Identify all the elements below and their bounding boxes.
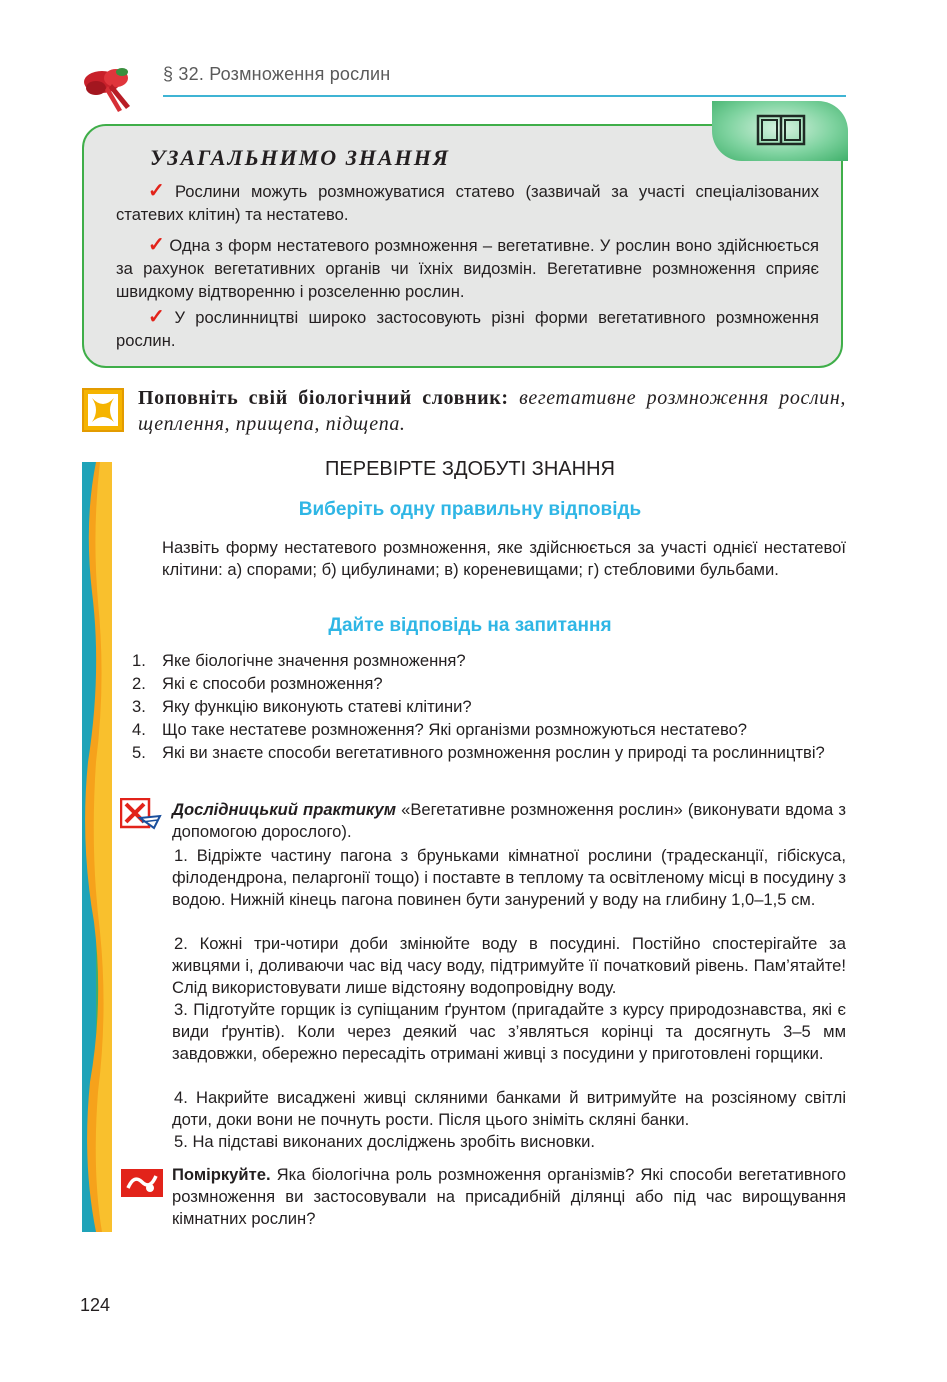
- summary-item: [116, 234, 819, 303]
- practicum-step: 3. Підготуйте горщик із супіщаним ґрунтом (пригадайте з курсу природознавства, які є види ґрунтів). Коли через деякий час з’являться корінці та досягнуть 3–5 мм завдовжки, обережно пересадіть отримані живці з посудини у приготовлені горщики.: [172, 1000, 846, 1063]
- section-title: § 32. Розмноження рослин: [163, 64, 391, 84]
- flower-logo-icon: [78, 60, 140, 116]
- check-title: ПЕРЕВІРТЕ ЗДОБУТІ ЗНАННЯ: [325, 458, 615, 480]
- question-text: Яку функцію виконують статеві клітини?: [162, 697, 472, 716]
- question-number: 3.: [132, 697, 146, 716]
- header-rule: [163, 95, 846, 97]
- question-text: Яке біологічне значення розмноження?: [162, 651, 466, 670]
- multiple-choice-question: Назвіть форму нестатевого розмноження, яке здійснюється за участі однієї нестатевої клітини: а) спорами; б) цибулинами; в) кореневищами; г) стебловими бульбами.: [162, 538, 846, 579]
- summary-title: УЗАГАЛЬНИМО ЗНАННЯ: [150, 145, 451, 170]
- think-question: Яка біологічна роль розмноження організмів? Які способи вегетативного розмноження ви застосовували на присадибній ділянці або під час вирощування кімнатних рослин?: [172, 1165, 846, 1228]
- think-text: [172, 1164, 846, 1230]
- question-text: Які є способи розмноження?: [162, 674, 383, 693]
- question-text: Які ви знаєте способи вегетативного розмноження рослин у природі та рослинництві?: [162, 743, 825, 762]
- question-text: Що таке нестатеве розмноження? Які організми розмножуються нестатево?: [162, 720, 748, 739]
- practicum-step: 2. Кожні три-чотири доби змінюйте воду в посудині. Постійно спостерігайте за живцями і, доливаючи час від часу воду, підтримуйте її початковий рівень. Пам’ятайте! Слід використовувати лише відстояну водопровідну воду.: [172, 934, 846, 997]
- question-number: 5.: [132, 743, 146, 762]
- checkmark-icon: ✓: [148, 306, 171, 328]
- summary-item-text: У рослинництві широко застосовують різні форми вегетативного розмноження рослин.: [116, 308, 819, 350]
- side-stripe: [82, 462, 112, 1232]
- question-number: 4.: [132, 720, 146, 739]
- checkmark-icon: ✓: [148, 180, 171, 202]
- question-number: 2.: [132, 674, 146, 693]
- checkmark-icon: ✓: [148, 234, 166, 256]
- practicum-step: 5. На підставі виконаних досліджень зробіть висновки.: [174, 1132, 596, 1151]
- summary-item: [116, 306, 819, 352]
- vocabulary-text: [138, 385, 846, 437]
- practicum-icon: [120, 798, 164, 832]
- vocabulary-icon: [82, 388, 124, 432]
- summary-item-text: Одна з форм нестатевого розмноження – вегетативне. У рослин воно здійснюється за рахунок вегетативних органів чи їхніх видозмін. Вегетативне розмноження сприяє швидкому відтворенню і розселенню рослин.: [116, 236, 819, 301]
- choose-heading: Виберіть одну правильну відповідь: [298, 499, 642, 520]
- practicum-intro-text: «Вегетативне розмноження рослин» (виконувати вдома з допомогою дорослого).: [172, 800, 846, 841]
- question-number: 1.: [132, 651, 146, 670]
- page-number: 124: [80, 1295, 111, 1315]
- think-icon: [120, 1168, 164, 1198]
- vocabulary-terms: вегетативне розмноження рослин, щеплення, прищепа, підщепа.: [138, 387, 846, 435]
- practicum-intro: [172, 799, 846, 843]
- think-label: Поміркуйте.: [172, 1165, 271, 1184]
- practicum-step: 1. Відріжте частину пагона з бруньками кімнатної рослини (традесканції, гібіскуса, філодендрона, пеларгонії тощо) і поставте в теплому та освітленому місці в посудину з водою. Нижній кінець пагона повинен бути занурений у воду на глибину 1,0–1,5 см.: [172, 846, 846, 909]
- practicum-label: Дослідницький практикум: [172, 800, 396, 819]
- practicum-step: 4. Накрийте висаджені живці скляними банками й витримуйте на розсіяному світлі доти, доки вони не почнуть рости. Після цього зніміть скляні банки.: [172, 1088, 846, 1129]
- book-badge: [712, 101, 848, 161]
- summary-item: [116, 180, 819, 226]
- vocabulary-label: Поповніть свій біологічний словник:: [138, 387, 509, 409]
- open-book-icon: [756, 113, 806, 147]
- summary-item-text: Рослини можуть розмножуватися статево (зазвичай за участі спеціалізованих статевих клітин) та нестатево.: [116, 182, 819, 224]
- answer-heading: Дайте відповідь на запитання: [328, 615, 612, 636]
